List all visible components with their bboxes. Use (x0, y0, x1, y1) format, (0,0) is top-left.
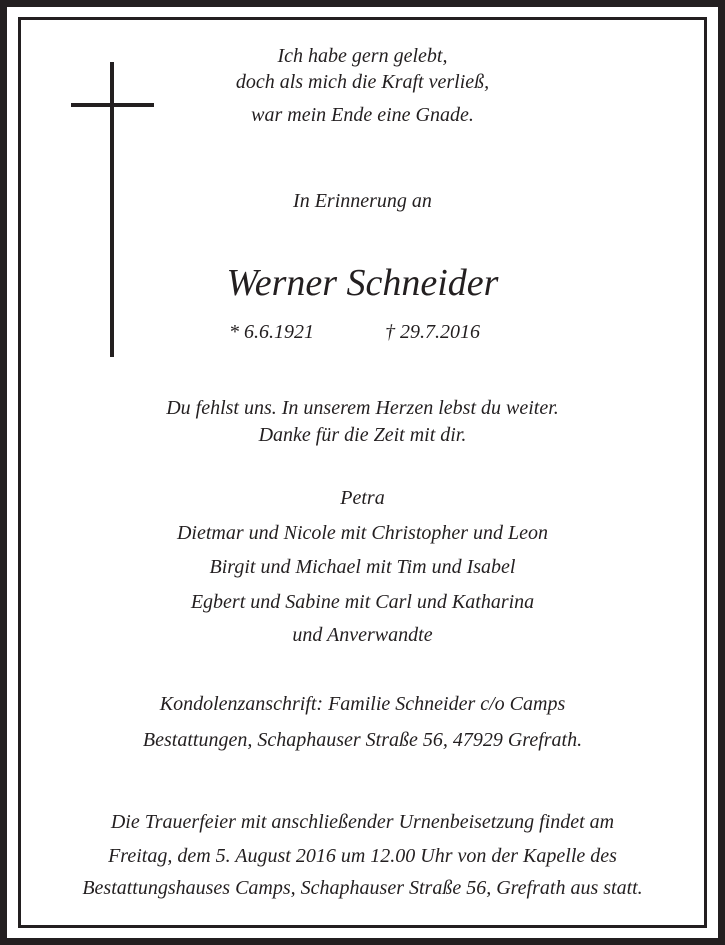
deceased-name: Werner Schneider (226, 262, 499, 304)
condolence-line: Bestattungen, Schaphauser Straße 56, 47929 Grefrath. (142, 729, 583, 751)
death-date: † 29.7.2016 (385, 321, 480, 343)
family-line: und Anverwandte (292, 624, 433, 646)
family-line: Birgit und Michael mit Tim und Isabel (209, 556, 516, 578)
message-line: Danke für die Zeit mit dir. (258, 424, 467, 446)
inner-border (18, 17, 707, 928)
condolence-line: Kondolenzanschrift: Familie Schneider c/o Camps (159, 693, 566, 715)
family-line: Dietmar und Nicole mit Christopher und Leon (176, 522, 549, 544)
family-line: Petra (340, 487, 385, 509)
family-line: Egbert und Sabine mit Carl und Katharina (190, 591, 535, 613)
funeral-line: Bestattungshauses Camps, Schaphauser Straße 56, Grefrath aus statt. (82, 877, 643, 899)
funeral-line: Freitag, dem 5. August 2016 um 12.00 Uhr von der Kapelle des (108, 845, 617, 867)
funeral-line: Die Trauerfeier mit anschließender Urnenbeisetzung findet am (110, 811, 615, 833)
poem-line: war mein Ende eine Gnade. (251, 104, 474, 126)
message-line: Du fehlst uns. In unserem Herzen lebst du weiter. (166, 397, 559, 419)
poem-line: Ich habe gern gelebt, (277, 45, 448, 67)
birth-date: * 6.6.1921 (229, 321, 314, 343)
intro-text: In Erinnerung an (293, 190, 432, 212)
poem-line: doch als mich die Kraft verließ, (235, 71, 490, 93)
